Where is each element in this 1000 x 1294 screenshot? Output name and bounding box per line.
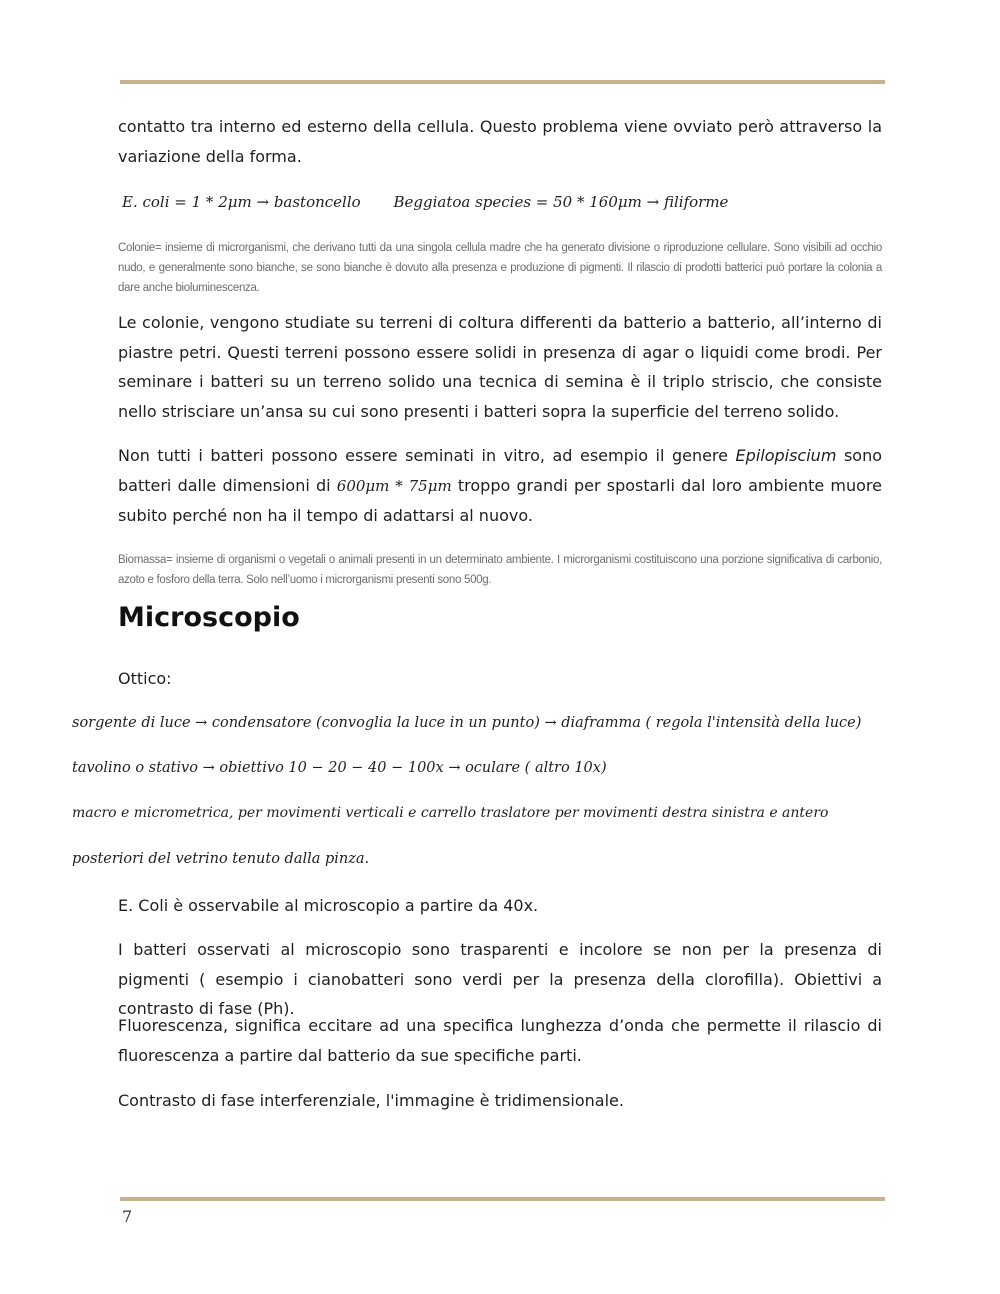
ottico-line-1: sorgente di luce → condensatore (convoglia la luce in un punto) → diaframma ( regola l'intensità della luce) (72, 715, 862, 731)
note-biomassa: Biomassa= insieme di organismi o vegetali o animali presenti in un determinato ambiente. I microrganismi costituiscono una porzione significativa di carbonio, azoto e fosforo della terra. Solo nell’uomo i microrganismi presenti sono 500g. (118, 554, 882, 586)
paragraph-in-vitro (118, 441, 882, 531)
paragraph-trasparenti: I batteri osservati al microscopio sono trasparenti e incolore se non per la presenza di pigmenti ( esempio i cianobatteri sono verdi per la presenza della clorofilla). Obiettivi a contrasto di fase (Ph). (118, 940, 882, 1018)
footer-rule (120, 1197, 885, 1201)
paragraph-in-vitro-a: Non tutti i batteri possono essere seminati in vitro, ad esempio il genere (118, 446, 736, 465)
ottico-line-3: macro e micrometrica, per movimenti verticali e carrello traslatore per movimenti destra sinistra e antero (72, 805, 829, 821)
section-heading: Microscopio (118, 602, 300, 633)
paragraph-colonie: Le colonie, vengono studiate su terreni di coltura differenti da batterio a batterio, all’interno di piastre petri. Questi terreni possono essere solidi in presenza di agar o liquidi come brodi. Per seminare i batteri su un terreno solido una tecnica di semina è il triplo striscio, che consiste nello strisciare un’ansa su cui sono presenti i batteri sopra la superficie del terreno solido. (118, 313, 882, 421)
genus-epilopiscium: Epilopiscium (735, 446, 837, 465)
formula-ecoli: E. coli = 1 * 2μm → bastoncello (122, 193, 361, 211)
formula-line (122, 193, 728, 211)
ottico-line-2: tavolino o stativo → obiettivo 10 − 20 − 40 − 100x → oculare ( altro 10x) (72, 760, 607, 776)
ottico-label: Ottico: (118, 669, 172, 688)
header-rule (120, 80, 885, 84)
paragraph-forma: contatto tra interno ed esterno della cellula. Questo problema viene ovviato però attraverso la variazione della forma. (118, 117, 882, 166)
paragraph-in-vitro-c: troppo grandi per spostarli dal loro ambiente muore subito perché non ha il tempo di adattarsi al nuovo. (118, 475, 883, 525)
paragraph-in-vitro-b: sono batteri dalle dimensioni di (118, 446, 882, 495)
paragraph-ecoli: E. Coli è osservabile al microscopio a partire da 40x. (118, 896, 539, 915)
ottico-line-4: posteriori del vetrino tenuto dalla pinza. (72, 851, 370, 867)
paragraph-fluorescenza: Fluorescenza, significa eccitare ad una specifica lunghezza d’onda che permette il rilascio di fluorescenza a partire dal batterio da sue specifiche parti. (118, 1016, 882, 1065)
page-number: 7 (122, 1207, 133, 1226)
note-colonie: Colonie= insieme di microrganismi, che derivano tutti da una singola cellula madre che ha generato divisione o riproduzione cellulare. Sono visibili ad occhio nudo, e generalmente sono bianche, se sono bianche è dovuto alla presenza e produzione di pigmenti. Il rilascio di prodotti batterici può portare la colonia a dare anche bioluminescenza. (118, 242, 882, 294)
dimension-formula: 600μm * 75μm (336, 476, 452, 495)
paragraph-contrasto: Contrasto di fase interferenziale, l'immagine è tridimensionale. (118, 1091, 624, 1110)
formula-beggiatoa: Beggiatoa species = 50 * 160μm → filiforme (393, 193, 729, 211)
